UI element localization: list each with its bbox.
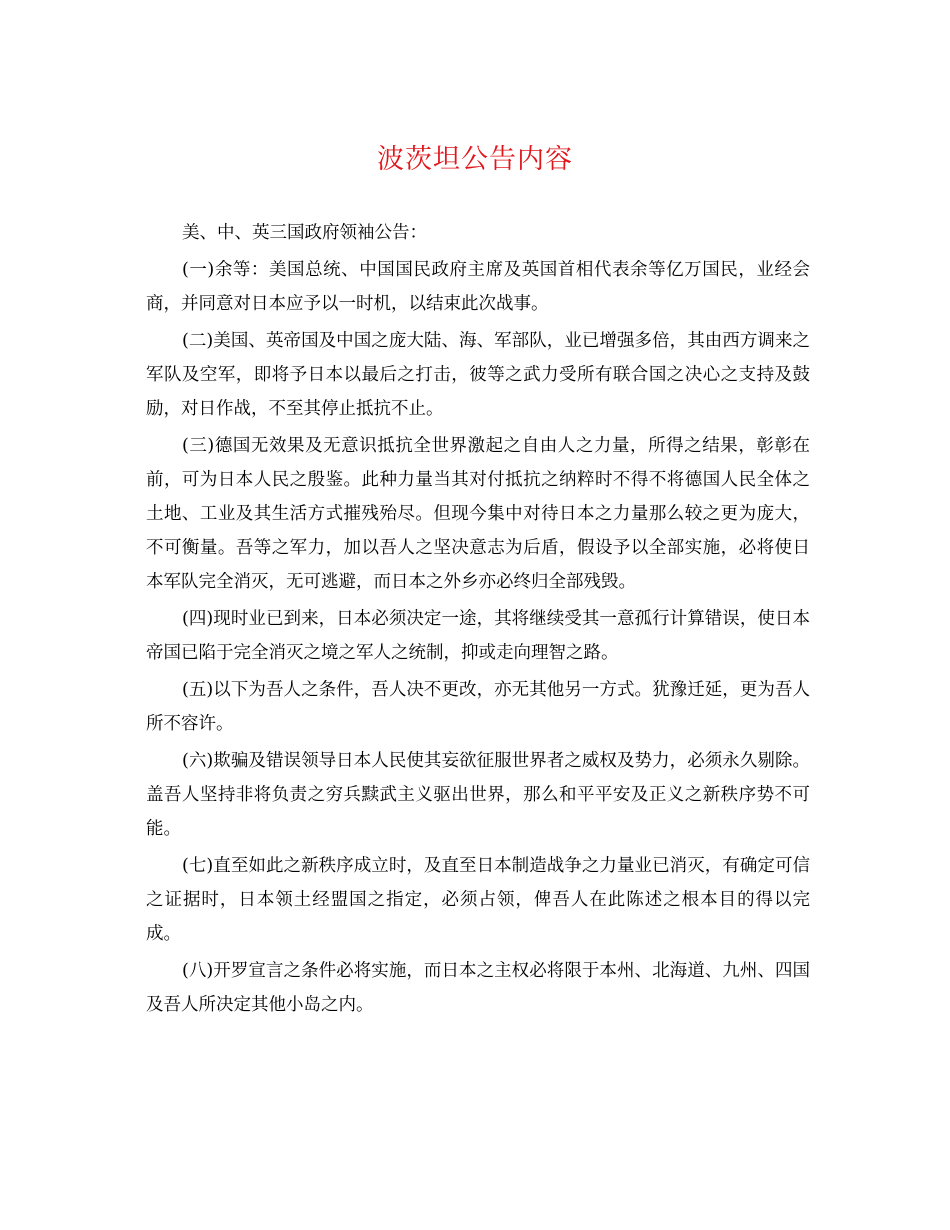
paragraph-2: (二)美国、英帝国及中国之庞大陆、海、军部队，业已增强多倍，其由西方调来之军队及空军，即将予日本以最后之打击，彼等之武力受所有联合国之决心之支持及鼓励，对日作战，不至其停止抵抗不止。 xyxy=(146,331,810,419)
paragraph-6: (六)欺骗及错误领导日本人民使其妄欲征服世界者之威权及势力，必须永久剔除。盖吾人坚持非将负责之穷兵黩武主义驱出世界，那么和平平安及正义之新秩序势不可能。 xyxy=(146,751,810,839)
document-body xyxy=(146,216,810,1025)
paragraph-8: (八)开罗宣言之条件必将实施，而日本之主权必将限于本州、北海道、九州、四国及吾人所决定其他小岛之内。 xyxy=(146,961,810,1015)
paragraph-3: (三)德国无效果及无意识抵抗全世界激起之自由人之力量，所得之结果，彰彰在前，可为日本人民之殷鉴。此种力量当其对付抵抗之纳粹时不得不将德国人民全体之土地、工业及其生活方式摧残殆尽。但现今集中对待日本之力量那么较之更为庞大，不可衡量。吾等之军力，加以吾人之坚决意志为后盾，假设予以全部实施，必将使日本军队完全消灭，无可逃避，而日本之外乡亦必终归全部残毁。 xyxy=(146,436,810,592)
paragraph-preamble: 美、中、英三国政府领袖公告： xyxy=(182,223,427,243)
paragraph-1: (一)余等：美国总统、中国国民政府主席及英国首相代表余等亿万国民，业经会商，并同意对日本应予以一时机，以结束此次战事。 xyxy=(146,260,810,314)
paragraph-5: (五)以下为吾人之条件，吾人决不更改，亦无其他另一方式。犹豫迁延，更为吾人所不容许。 xyxy=(146,680,810,734)
paragraph-4: (四)现时业已到来，日本必须决定一途，其将继续受其一意孤行计算错误，使日本帝国已陷于完全消灭之境之军人之统制，抑或走向理智之路。 xyxy=(146,609,810,663)
paragraph-7: (七)直至如此之新秩序成立时，及直至日本制造战争之力量业已消灭，有确定可信之证据时，日本领土经盟国之指定，必须占领，俾吾人在此陈述之根本目的得以完成。 xyxy=(146,856,810,944)
page-title: 波茨坦公告内容 xyxy=(377,144,573,175)
